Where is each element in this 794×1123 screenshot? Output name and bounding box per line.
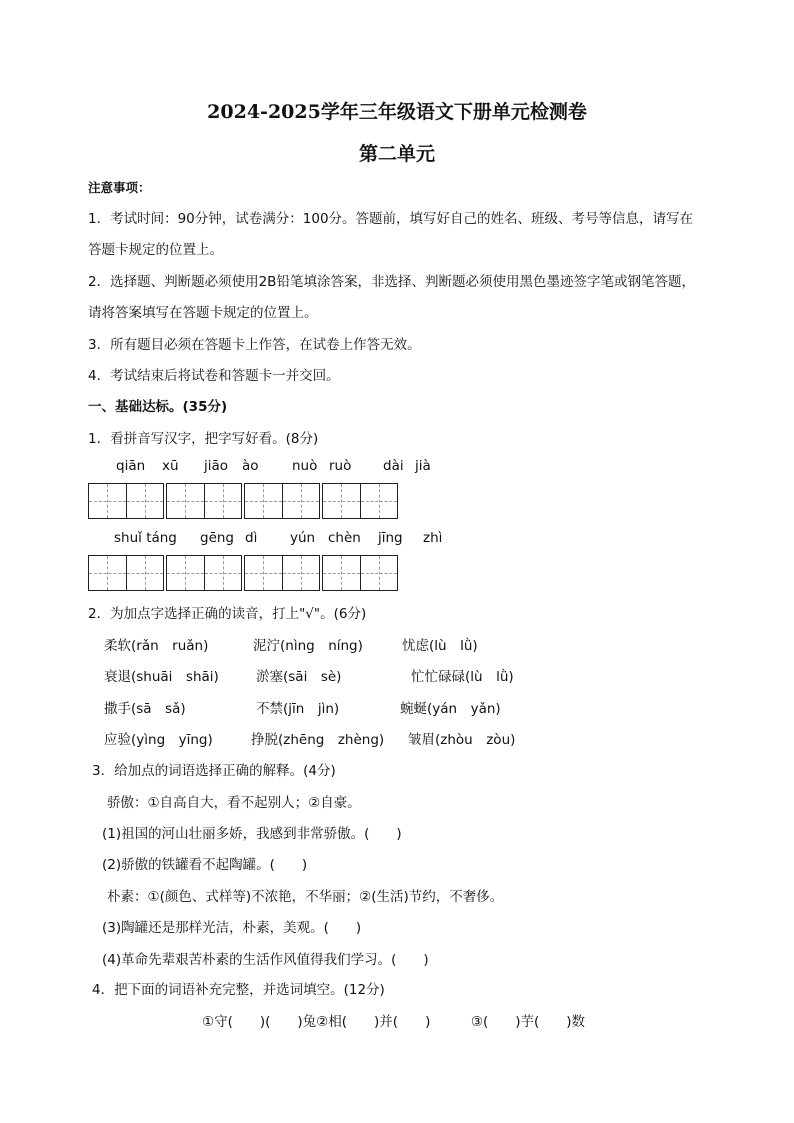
pinyin: chèn <box>328 530 361 546</box>
notice-line-2: 答题卡规定的位置上。 <box>88 242 223 258</box>
pinyin: shuǐ táng <box>114 530 177 546</box>
writing-grid-row-2[interactable] <box>88 555 400 591</box>
pinyin: jiāo <box>204 458 229 474</box>
reading-choice[interactable]: 忧虑(lù lǜ) <box>402 638 478 654</box>
writing-grid-row-1[interactable] <box>88 483 400 519</box>
pinyin: jià <box>415 458 431 474</box>
notice-line-6: 4．考试结束后将试卷和答题卡一并交回。 <box>88 368 340 384</box>
reading-choice[interactable]: 应验(yìng yīng) <box>104 732 213 748</box>
pinyin: ruò <box>329 458 352 474</box>
sentence-2[interactable]: (2)骄傲的铁罐看不起陶罐。( ) <box>102 857 308 873</box>
writing-cell-pair[interactable] <box>166 483 242 519</box>
reading-choice[interactable]: 衰退(shuāi shāi) <box>104 669 219 685</box>
definition-pusu: 朴素：①(颜色、式样等)不浓艳，不华丽；②(生活)节约，不奢侈。 <box>107 889 504 905</box>
reading-choice[interactable]: 忙忙碌碌(lù lǜ) <box>411 669 514 685</box>
reading-choice[interactable]: 皱眉(zhòu zòu) <box>408 732 516 748</box>
sentence-4[interactable]: (4)革命先辈艰苦朴素的生活作风值得我们学习。( ) <box>102 952 429 968</box>
page-title: 2024-2025学年三年级语文下册单元检测卷 <box>207 101 587 123</box>
section-heading: 一、基础达标。(35分) <box>88 399 228 415</box>
reading-choice[interactable]: 挣脱(zhēng zhèng) <box>251 732 385 748</box>
question-3-stem: 3．给加点的词语选择正确的解释。(4分) <box>92 763 336 779</box>
writing-cell-pair[interactable] <box>88 555 164 591</box>
pinyin: dài <box>383 458 404 474</box>
pinyin: xū <box>162 458 179 474</box>
question-4-stem: 4．把下面的词语补充完整，并选词填空。(12分) <box>92 982 385 998</box>
writing-cell-pair[interactable] <box>244 483 320 519</box>
reading-choice[interactable]: 蜿蜒(yán yǎn) <box>400 701 501 717</box>
reading-choice[interactable]: 柔软(rǎn ruǎn) <box>104 638 209 654</box>
notice-line-5: 3．所有题目必须在答题卡上作答，在试卷上作答无效。 <box>88 337 421 353</box>
sentence-1[interactable]: (1)祖国的河山壮丽多娇，我感到非常骄傲。( ) <box>102 826 402 842</box>
reading-choice[interactable]: 不禁(jīn jìn) <box>256 701 340 717</box>
pinyin: dì <box>245 530 258 546</box>
notice-heading: 注意事项： <box>88 180 151 195</box>
pinyin: qiān <box>116 458 146 474</box>
pinyin: yún <box>290 530 316 546</box>
page-subtitle: 第二单元 <box>358 143 435 165</box>
writing-cell-pair[interactable] <box>244 555 320 591</box>
writing-cell-pair[interactable] <box>166 555 242 591</box>
writing-cell-pair[interactable] <box>322 555 398 591</box>
writing-cell-pair[interactable] <box>322 483 398 519</box>
pinyin: ào <box>242 458 259 474</box>
reading-choice[interactable]: 泥泞(nìng níng) <box>253 638 363 654</box>
notice-line-4: 请将答案填写在答题卡规定的位置上。 <box>88 305 318 321</box>
definition-jiaoao: 骄傲：①自高自大，看不起别人；②自豪。 <box>107 795 361 811</box>
writing-cell-pair[interactable] <box>88 483 164 519</box>
notice-line-3: 2．选择题、判断题必须使用2B铅笔填涂答案，非选择、判断题必须使用黑色墨迹签字笔或钢笔答题， <box>88 274 695 290</box>
idiom-fill-line[interactable]: ①守( )( )兔②相( )并( ) ③( )芋( )数 <box>202 1014 586 1030</box>
sentence-3[interactable]: (3)陶罐还是那样光洁，朴素，美观。( ) <box>102 920 362 936</box>
question-2-stem: 2．为加点字选择正确的读音，打上"√"。(6分) <box>88 606 367 622</box>
reading-choice[interactable]: 淤塞(sāi sè) <box>256 669 342 685</box>
question-1-stem: 1．看拼音写汉字，把字写好看。(8分) <box>88 431 319 447</box>
pinyin: gēng <box>200 530 235 546</box>
notice-line-1: 1．考试时间：90分钟，试卷满分：100分。答题前，填写好自己的姓名、班级、考号等信息，请写在 <box>88 211 694 227</box>
pinyin: jīng <box>378 530 403 546</box>
pinyin: zhì <box>423 530 443 546</box>
pinyin: nuò <box>292 458 318 474</box>
reading-choice[interactable]: 撒手(sā sǎ) <box>104 701 186 717</box>
